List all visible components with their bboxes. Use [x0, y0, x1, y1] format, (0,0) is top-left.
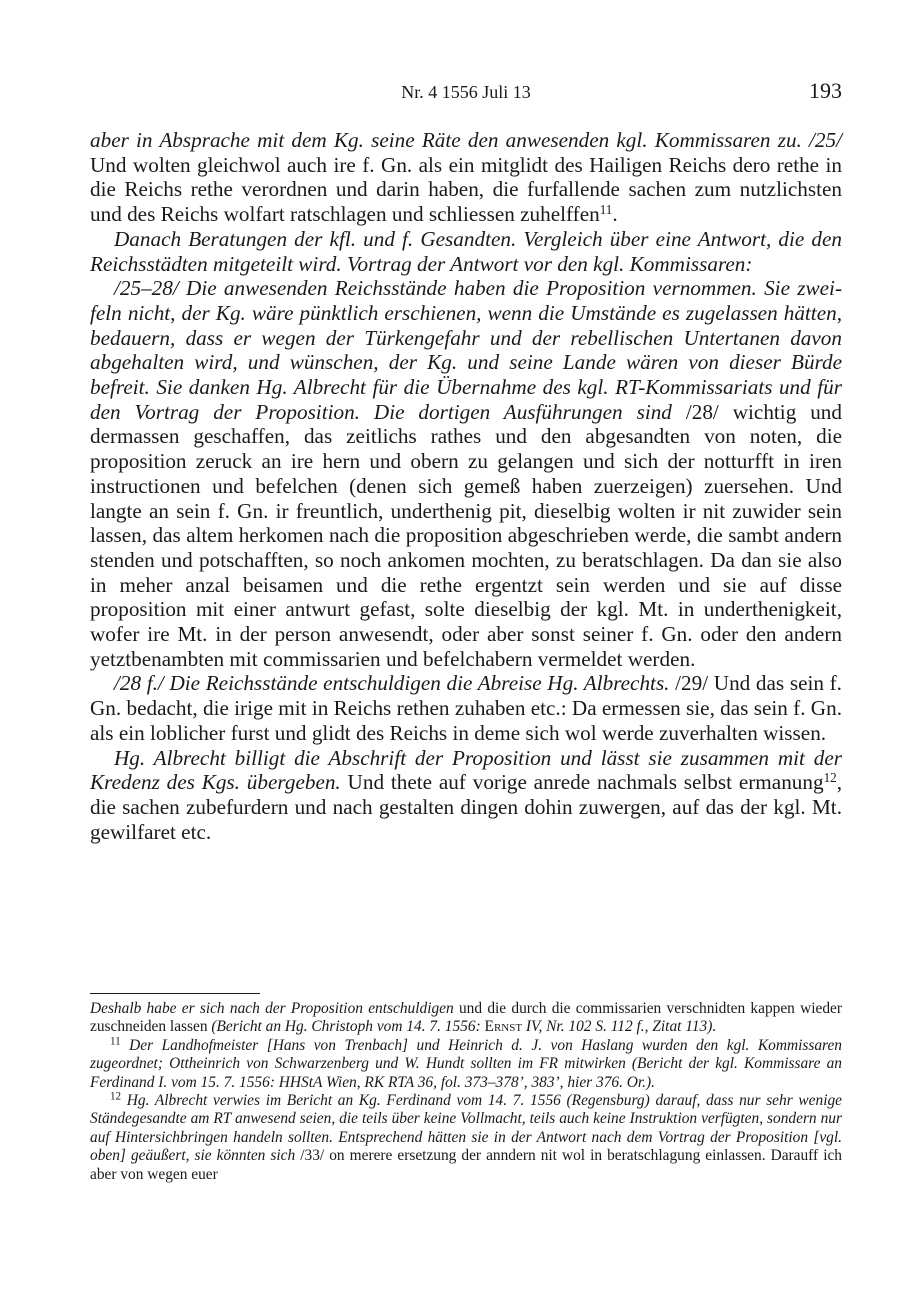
page-header — [90, 78, 842, 108]
summary-text: aber in Absprache mit dem Kg. seine Räte den anwesenden kgl. Kommissaren zu. /25/ — [90, 128, 842, 152]
quoted-text: /29/ Und das sein f. Gn. bedacht, die irige mit in Reichs rethen zuhaben etc.: Da ermessen sie, das sein f. Gn. als ein loblicher furst und glidt des Reichs in deme sich wol werde zuverhalten wissen. — [90, 671, 842, 745]
running-head: Nr. 4 1556 Juli 13 — [401, 82, 531, 102]
paragraph-3 — [90, 276, 842, 671]
summary-text: Hg. Albrecht billigt die Abschrift der Proposition und lässt sie zusammen mit der Kredenz des Kgs. übergeben. — [90, 745, 842, 795]
footnote-citation: (Bericht an Hg. Christoph vom 14. 7. 1556: — [211, 1018, 485, 1036]
footnote-em: Hg. Albrecht verwies im Bericht an Kg. Ferdinand vom 14. 7. 1556 (Regensburg) darauf, dass nur sehr wenige Ständegesandte am RT anwesend seien, die teils über keine Vollmacht, teils auch keine Instruktion verfügten, sondern nur auf Hintersichbringen handeln sollten. Entsprechend hätten sie in der Antwort nach dem Vortrag der Proposition [vgl. oben] geäußert, sie könnten sich — [90, 1092, 842, 1165]
summary-text: Danach Beratungen der kfl. und f. Gesandten. Vergleich über eine Antwort, die den Reichsstädten mitgeteilt wird. Vortrag der Antwort vor den kgl. Kommissaren: — [90, 226, 842, 276]
footnote-11 — [90, 1037, 842, 1092]
footnote-12 — [90, 1092, 842, 1184]
footnotes — [90, 1000, 842, 1184]
footnote-em: Deshalb habe er sich nach der Proposition entschuldigen — [90, 1000, 454, 1017]
footnote-continuation — [90, 1000, 842, 1037]
page-number: 193 — [809, 78, 842, 103]
summary-text: /28 f./ Die Reichsstände entschuldigen die Abreise Hg. Albrechts. — [114, 671, 670, 696]
footnote-text: und die durch die commissarien verschnidten kappen wieder zuschneiden lassen — [90, 1000, 843, 1036]
paragraph-5 — [90, 746, 842, 845]
quoted-text: Und wolten gleichwol auch ire f. Gn. als ein mitglidt des Hailigen Reichs dero rethe in die Reichs rethe verordnen und darin haben, die furfallende sachen zum nutzlichsten und des Reichs wolfart ratschlagen und schliessen zuhelffen — [90, 152, 842, 227]
footnote-em: Der Landhofmeister [Hans von Trenbach] und Heinrich d. J. von Haslang wurden den kgl. Kommissaren zugeordnet; Ottheinrich von Schwarzenberg und W. Hundt sollten im FR mitwirken (Bericht der kgl. Kommissare an Ferdinand I. vom 15. 7. 1556: HHStA Wien, RK RTA 36, fol. 373–378’, 383’, hier 376. Or.). — [90, 1036, 842, 1091]
footnote-divider — [90, 993, 260, 994]
footnote-ref-11: 11 — [599, 201, 613, 217]
quoted-text: /28/ wichtig und dermassen geschaffen, das zeitlichs rathes und den abgesandten von noten, die proposition zeruck an ire hern und obern zu gelangen und sich der notturfft in iren instructionen und befelchen (denen sich gemeß haben zuerzeigen) zuersehen. Und langte an sein f. Gn. ir freuntlich, underthenig pit, dieselbig wolten ir nit zuwider sein lassen, das altem herkomen nach die proposition abgeschrieben werde, die sambt andern stenden und potschafften, so noch ankomen mochten, zu beratschlagen. Da dan sie also in meher anzal beisamen und die rethe ergentzt sein werden und sie auf disse proposition mit einer antwurt gefast, solte dieselbig der kgl. Mt. in underthenigkeit, wofer ire Mt. in der person anwesendt, oder aber sonst seiner f. Gn. oder den andern yetztbenambten mit commissarien und befelchabern vermeldet werden. — [90, 399, 842, 671]
punctuation: . — [612, 202, 618, 227]
summary-text: /25–28/ Die anwesenden Reichsstände haben die Proposition vernommen. Sie zweifeln nicht, der Kg. wäre pünktlich erschienen, wenn die Umstände es zugelassen hätten, bedauern, dass er wegen der Türkengefahr und der rebellischen Untertanen davon abgehalten wird, und wünschen, der Kg. und seine Lande wären von dieser Bürde befreit. Sie danken Hg. Albrecht für die Übernahme des kgl. RT-Kommissariats und für den Vortrag der Proposition. Die dortigen Ausführungen sind — [90, 276, 842, 424]
main-text — [90, 128, 842, 844]
footnote-author: Ernst — [484, 1018, 523, 1036]
footnote-text: /33/ on merere ersetzung der anndern nit wol in beratschlagung einlassen. Darauff ich aber von wegen euer — [90, 1147, 842, 1183]
paragraph-4 — [90, 671, 842, 745]
footnote-citation-end: IV, Nr. 102 S. 112 f., Zitat 113). — [522, 1018, 717, 1036]
paragraph-2 — [90, 227, 842, 276]
quoted-text-end: , die sachen zubefurdern und nach gestalten dingen dohin zuwergen, auf das der kgl. Mt. gewilfaret etc. — [90, 770, 842, 844]
footnote-number: 12 — [110, 1090, 122, 1103]
paragraph-1 — [90, 128, 842, 227]
quoted-text: Und thete auf vorige anrede nachmals selbst ermanung — [340, 770, 824, 795]
footnote-ref-12: 12 — [823, 770, 837, 786]
footnote-number: 11 — [110, 1035, 121, 1048]
